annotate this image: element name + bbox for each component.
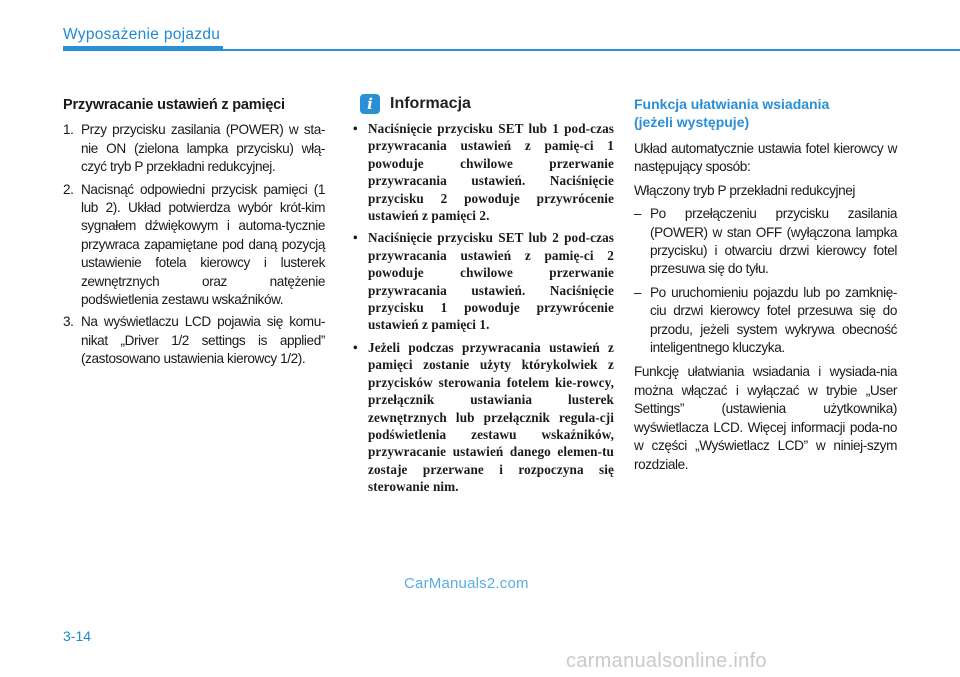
restore-steps	[63, 121, 325, 368]
watermark-link[interactable]: CarManuals2.com	[404, 575, 529, 592]
easy-access-subhead: Włączony tryb P przekładni redukcyjnej	[634, 182, 856, 198]
step-text: Przy przycisku zasilania (POWER) w sta-nie ON (zielona lampka przycisku) włą-czyć tryb P przekładni redukcyjnej.	[81, 122, 325, 175]
page-number: 3-14	[63, 628, 92, 644]
easy-access-title	[634, 96, 897, 131]
info-item-text: Naciśnięcie przycisku SET lub 1 pod-czas przywracania ustawień z pamię-ci 1 powoduje chwilowe przerwanie przywracania ustawień. Naciśnięcie przycisku 2 powoduje przywrócenie ustawień z pamięci 2.	[368, 121, 614, 224]
step-text: Nacisnąć odpowiedni przycisk pamięci (1 lub 2). Układ potwierdza wybór krót-kim sygnałem dźwiękowym i automa-tycznie przywraca zapamiętane pod daną pozycją ustawienie fotela kierowcy i lusterek zewnętrznych oraz natężenie podświetlenia zestawu wskaźników.	[81, 181, 325, 308]
easy-access-intro: Układ automatycznie ustawia fotel kierowcy w następujący sposób:	[634, 141, 897, 175]
easy-access-title-line1: Funkcja ułatwiania wsiadania	[634, 96, 830, 112]
easy-access-closing: Funkcję ułatwiania wsiadania i wysiada-nia można włączać i wyłączać w trybie „User Settings” (ustawienia użytkownika) wyświetlacza LCD. Więcej informacji poda-no w części „Wyświetlacz LCD” w niniej-szym rozdziale.	[634, 364, 897, 472]
section-header: Wyposażenie pojazdu	[63, 26, 221, 43]
info-item	[350, 339, 614, 496]
restore-section	[63, 96, 325, 373]
easy-access-section	[634, 96, 897, 479]
easy-access-item-text: Po przełączeniu przycisku zasilania (POWER) w stan OFF (wyłączona lampka przycisku) i otwarciu drzwi kierowcy fotel przesuwa się do tyłu.	[650, 206, 897, 277]
restore-step	[63, 313, 325, 368]
bullet-icon: •	[353, 121, 358, 136]
info-box	[350, 94, 614, 501]
info-item-text: Jeżeli podczas przywracania ustawień z pamięci zostanie użyty którykolwiek z przycisków sterowania fotelem kie-rowcy, przełącznik ustawiania lusterek zewnętrznych lub przełącznik regula-cji podświetlenia zestawu wskaźników, przywracanie ustawień danego elemen-tu zostaje przerwane i rozpoczyna się sterowanie nim.	[368, 339, 614, 495]
step-number: 2.	[63, 181, 74, 197]
easy-access-item-text: Po uruchomieniu pojazdu lub po zamknię-ciu drzwi kierowcy fotel przesuwa się do przodu, jeżeli system wykrywa obecność inteligentnego kluczyka.	[650, 284, 897, 356]
info-item	[350, 229, 614, 333]
easy-access-item	[634, 205, 897, 279]
footer-watermark: carmanualsonline.info	[566, 650, 767, 672]
info-title: Informacja	[390, 95, 471, 112]
bullet-icon: •	[353, 339, 358, 355]
step-number: 1.	[63, 122, 74, 138]
bullet-icon: •	[353, 230, 358, 246]
info-item	[350, 120, 614, 224]
dash-icon: –	[634, 206, 642, 222]
step-number: 3.	[63, 314, 74, 330]
restore-title: Przywracanie ustawień z pamięci	[63, 97, 285, 113]
header-rule	[63, 49, 960, 51]
info-list	[350, 120, 614, 496]
info-icon: i	[360, 94, 380, 114]
easy-access-list	[634, 205, 897, 357]
easy-access-item	[634, 284, 897, 358]
step-text: Na wyświetlaczu LCD pojawia się komu-nikat „Driver 1/2 settings is applied” (zastosowano ustawienia kierowcy 1/2).	[81, 314, 325, 367]
info-item-text: Naciśnięcie przycisku SET lub 2 pod-czas przywracania ustawień z pamię-ci 2 powoduje chwilowe przerwanie przywracania ustawień. Naciśnięcie przycisku 1 powoduje przywrócenie ustawień z pamięci 1.	[368, 230, 614, 333]
restore-step	[63, 181, 325, 310]
info-header	[350, 94, 614, 114]
easy-access-title-line2: (jeżeli występuje)	[634, 113, 750, 130]
dash-icon: –	[634, 284, 642, 300]
restore-step	[63, 121, 325, 176]
